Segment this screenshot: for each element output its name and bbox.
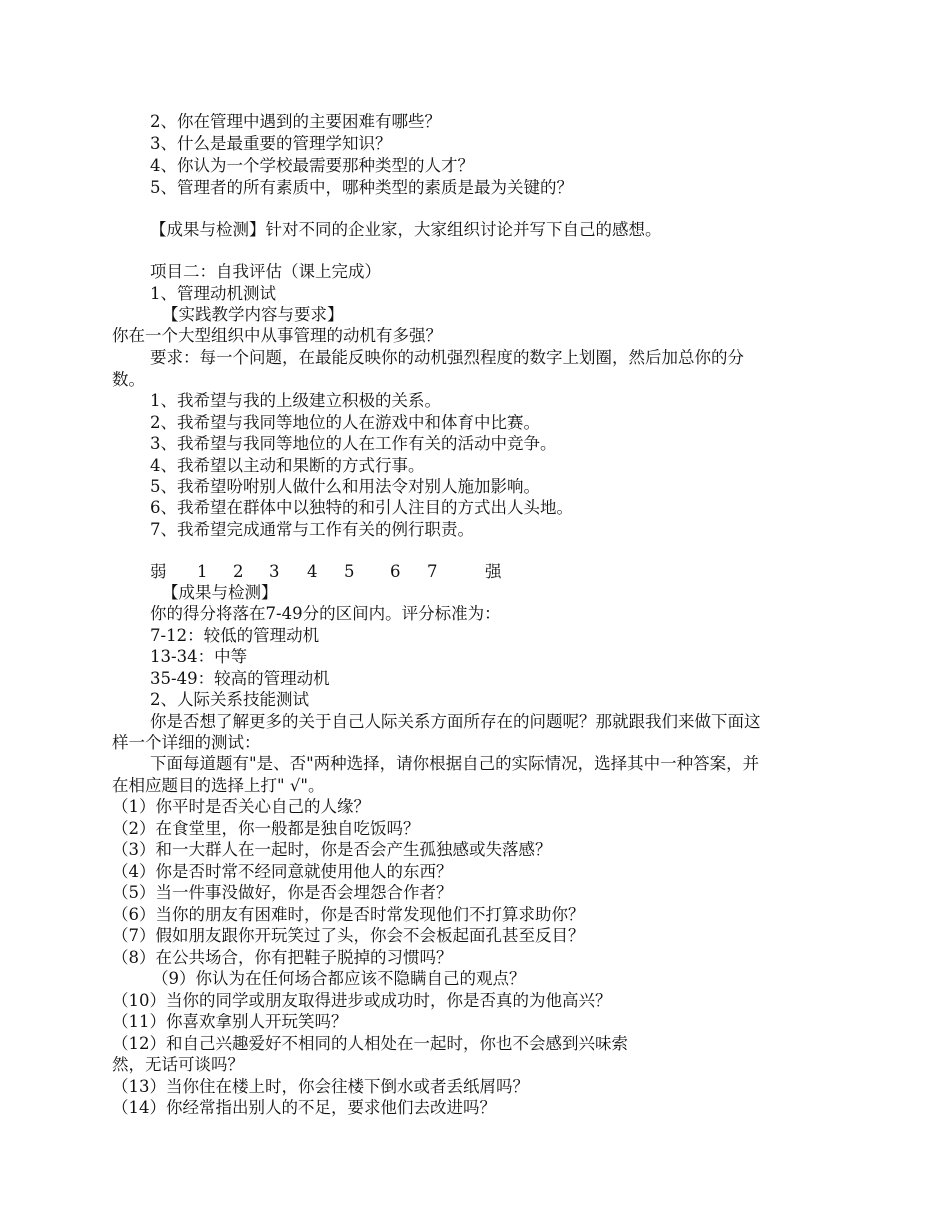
relation-question-continuation: 然，无话可谈吗？	[112, 1055, 244, 1074]
relation-question: （11）你喜欢拿别人开玩笑吗？	[112, 1012, 348, 1031]
requirement-line-1: 要求：每一个问题，在最能反映你的动机强烈程度的数字上划圈，然后加总你的分	[150, 348, 744, 367]
relation-question: （8）在公共场合，你有把鞋子脱掉的习惯吗？	[112, 948, 453, 967]
test1-title: 1、管理动机测试	[150, 284, 276, 303]
motivation-item: 3、我希望与我同等地位的人在工作有关的活动中竞争。	[150, 434, 557, 453]
scale-strong-label: 强	[485, 562, 502, 581]
relation-question: （5）当一件事没做好，你是否会埋怨合作者？	[112, 883, 453, 902]
relation-question: （13）当你住在楼上时，你会往楼下倒水或者丢纸屑吗？	[112, 1077, 529, 1096]
instruction-line-2: 在相应题目的选择上打" √"。	[112, 776, 325, 795]
scale-number: 7	[427, 562, 438, 581]
intro-line-2: 样一个详细的测试：	[112, 733, 261, 752]
score-level: 13-34：中等	[150, 647, 248, 666]
question-5: 5、管理者的所有素质中，哪种类型的素质是最为关键的？	[150, 178, 573, 197]
motivation-item: 4、我希望以主动和果断的方式行事。	[150, 456, 425, 475]
instruction-line-1: 下面每道题有"是、否"两种选择，请你根据自己的实际情况，选择其中一种答案，并	[150, 754, 760, 773]
intro-line-1: 你是否想了解更多的关于自己人际关系方面所存在的问题呢？那就跟我们来做下面这	[150, 712, 761, 731]
score-level: 7-12：较低的管理动机	[150, 626, 320, 645]
relation-question: （14）你经常指出别人的不足，要求他们去改进吗？	[112, 1098, 496, 1117]
scale-number: 1	[197, 562, 208, 581]
relation-question: （6）当你的朋友有困难时，你是否时常发现他们不打算求助你？	[112, 905, 585, 924]
relation-question: （10）当你的同学或朋友取得进步或成功时，你是否真的为他高兴？	[112, 991, 612, 1010]
motivation-item: 5、我希望吩咐别人做什么和用法令对别人施加影响。	[150, 477, 540, 496]
scale-weak-label: 弱	[150, 562, 167, 581]
score-level: 35-49：较高的管理动机	[150, 669, 330, 688]
requirement-line-2: 数。	[112, 370, 145, 389]
question-2: 2、你在管理中遇到的主要困难有哪些？	[150, 112, 441, 131]
practice-header: 【实践教学内容与要求】	[162, 305, 344, 324]
motivation-item: 1、我希望与我的上级建立积极的关系。	[150, 391, 441, 410]
test2-title: 2、人际关系技能测试	[150, 690, 309, 709]
motivation-item: 6、我希望在群体中以独特的和引人注目的方式出人头地。	[150, 498, 573, 517]
motivation-question: 你在一个大型组织中从事管理的动机有多强？	[112, 326, 442, 345]
scale-number: 5	[344, 562, 355, 581]
scale-number: 4	[307, 562, 318, 581]
scale-number: 3	[269, 562, 280, 581]
relation-question: （1）你平时是否关心自己的人缘？	[112, 797, 370, 816]
question-3: 3、什么是最重要的管理学知识？	[150, 134, 392, 153]
relation-question: （4）你是否时常不经同意就使用他人的东西？	[112, 862, 453, 881]
result-check-1: 【成果与检测】针对不同的企业家，大家组织讨论并写下自己的感想。	[150, 220, 662, 239]
score-range: 你的得分将落在7-49分的区间内。评分标准为：	[150, 604, 501, 623]
relation-question: （9）你认为在任何场合都应该不隐瞒自己的观点？	[152, 969, 526, 988]
scale-number: 2	[233, 562, 244, 581]
motivation-item: 2、我希望与我同等地位的人在游戏中和体育中比赛。	[150, 413, 540, 432]
motivation-item: 7、我希望完成通常与工作有关的例行职责。	[150, 520, 474, 539]
question-4: 4、你认为一个学校最需要那种类型的人才？	[150, 156, 474, 175]
project2-title: 项目二：自我评估（课上完成）	[150, 262, 381, 281]
result-check-2: 【成果与检测】	[162, 583, 278, 602]
relation-question: （12）和自己兴趣爱好不相同的人相处在一起时，你也不会感到兴味索	[112, 1034, 628, 1053]
relation-question: （7）假如朋友跟你开玩笑过了头，你会不会板起面孔甚至反目？	[112, 926, 585, 945]
relation-question: （2）在食堂里，你一般都是独自吃饭吗？	[112, 819, 420, 838]
relation-question: （3）和一大群人在一起时，你是否会产生孤独感或失落感？	[112, 840, 552, 859]
scale-number: 6	[390, 562, 401, 581]
